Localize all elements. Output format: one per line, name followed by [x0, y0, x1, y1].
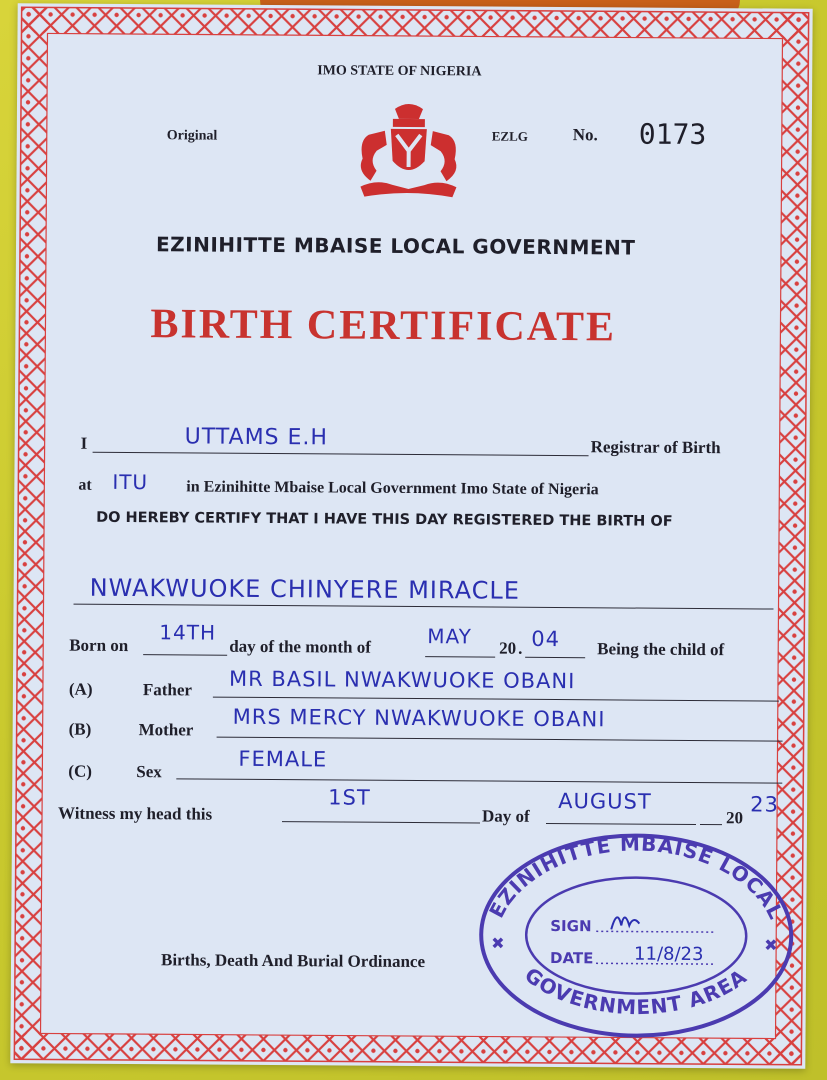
coat-of-arms-icon	[346, 101, 472, 207]
stamp-sign-label: SIGN	[550, 916, 592, 936]
stamp-bottom-text: GOVERNMENT AREA	[520, 962, 752, 1020]
registrar-name: UTTAMS E.H	[184, 424, 329, 451]
copy-type-label: Original	[166, 128, 218, 144]
child-of-label: Being the child of	[597, 639, 725, 660]
father-label: Father	[142, 680, 193, 700]
authority-heading: EZINIHITTE MBAISE LOCAL GOVERNMENT	[155, 232, 636, 260]
number-label: No.	[572, 125, 598, 145]
witness-year-prefix: 20	[725, 808, 744, 828]
mother-label: Mother	[138, 720, 194, 740]
registrar-prefix: I	[80, 433, 88, 453]
mother-name: MRS MERCY NWAKWUOKE OBANI	[232, 704, 606, 732]
registrar-line	[93, 452, 589, 456]
certify-statement: DO HEREBY CERTIFY THAT I HAVE THIS DAY REGISTERED THE BIRTH OF	[96, 509, 673, 530]
sex-value: FEMALE	[238, 746, 328, 772]
footer-ordinance: Births, Death And Burial Ordinance	[160, 950, 426, 972]
jurisdiction-text: in Ezinihitte Mbaise Local Government Imo State of Nigeria	[186, 478, 599, 499]
day-of-label: Day of	[481, 806, 530, 826]
birth-day: 14TH	[159, 620, 217, 645]
official-stamp	[465, 824, 806, 1041]
witness-month: AUGUST	[558, 789, 652, 814]
stamp-top-text: EZINIHITTE MBAISE LOCAL	[484, 831, 789, 924]
child-name: NWAKWUOKE CHINYERE MIRACLE	[89, 573, 521, 605]
birth-year-suffix: 04	[531, 626, 561, 652]
stamp-date-value: 11/8/23	[634, 943, 704, 966]
birth-year-line	[525, 657, 585, 658]
child-name-line	[74, 604, 774, 610]
stamp-star-left-icon: ✖	[491, 935, 505, 953]
registration-place: ITU	[112, 469, 149, 495]
year-dot: .	[518, 638, 523, 658]
mother-line	[217, 737, 783, 742]
born-on-label: Born on	[69, 635, 129, 656]
stamp-graphic	[465, 824, 806, 1041]
father-line	[213, 697, 779, 702]
birth-year-prefix: 20	[499, 638, 517, 658]
registrar-suffix: Registrar of Birth	[590, 437, 721, 458]
sex-item-label: (C)	[68, 761, 93, 781]
certificate-paper	[10, 3, 812, 1069]
sex-label: Sex	[136, 762, 162, 782]
birth-day-line	[143, 654, 227, 656]
lg-code: EZLG	[491, 128, 528, 144]
at-label: at	[78, 476, 92, 494]
father-item-label: (A)	[68, 679, 93, 699]
witness-gap-line	[700, 824, 722, 825]
birth-month: MAY	[427, 624, 472, 649]
state-heading: IMO STATE OF NIGERIA	[317, 63, 482, 80]
witness-label: Witness my head this	[57, 803, 213, 824]
witness-year-suffix: 23	[750, 792, 779, 817]
witness-day-line	[282, 821, 480, 823]
birth-month-line	[425, 656, 495, 657]
stamp-date-label: DATE	[549, 948, 594, 968]
father-name: MR BASIL NWAKWUOKE OBANI	[228, 666, 576, 694]
document-title: BIRTH CERTIFICATE	[150, 301, 617, 351]
certificate-number: 0173	[638, 117, 707, 152]
stamp-star-right-icon: ✖	[764, 937, 778, 955]
witness-day: 1ST	[328, 785, 371, 810]
mother-item-label: (B)	[68, 719, 92, 739]
month-label: day of the month of	[229, 636, 371, 657]
svg-text:GOVERNMENT AREA	[520, 963, 752, 1021]
stamp-signature	[611, 917, 639, 929]
sex-line	[176, 778, 782, 783]
